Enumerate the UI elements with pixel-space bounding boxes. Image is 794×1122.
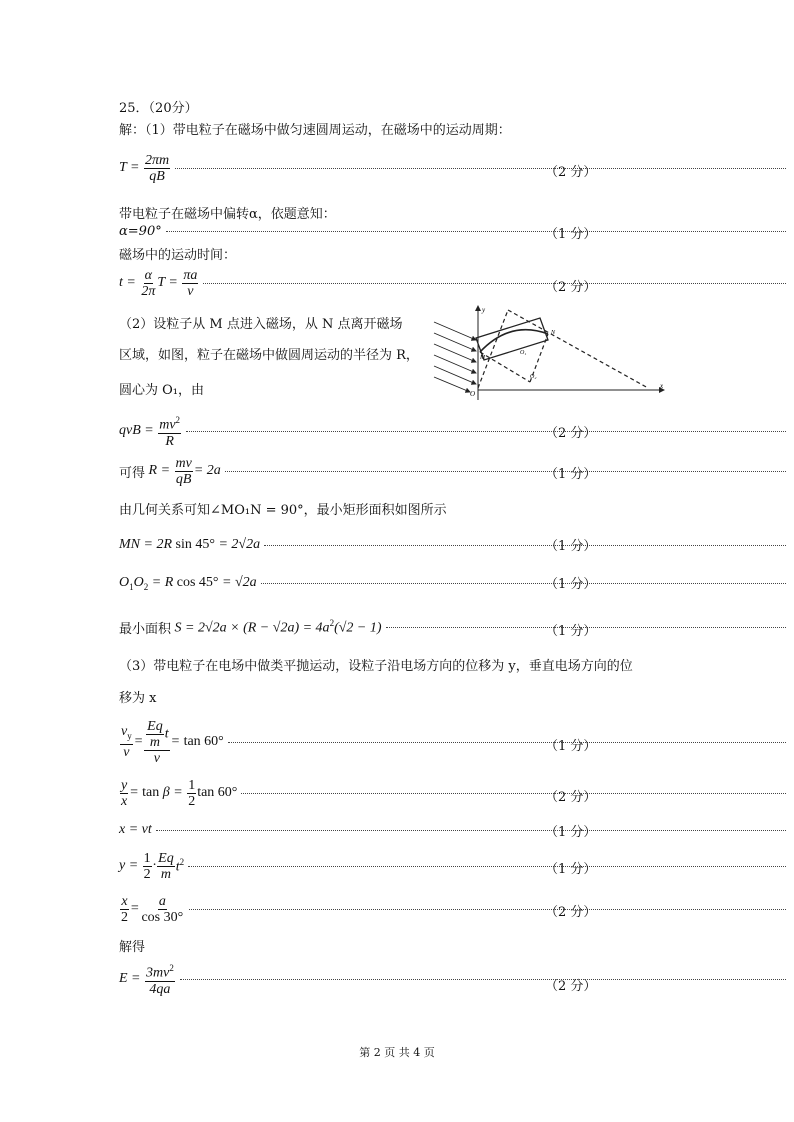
eq6-points: （2 分） (545, 979, 597, 994)
x-axis-label: x (660, 382, 664, 390)
min-rectangle (476, 318, 548, 360)
area-equation: 最小面积 $S = 2√2a \times (R - √2a) = 4a^2(√2 - 1)$ (119, 617, 794, 637)
alpha-points: （1 分） (545, 227, 597, 242)
part2-line1: （2）设粒子从 M 点进入磁场，从 N 点离开磁场 (119, 317, 403, 332)
area-points: （1 分） (545, 624, 597, 639)
field-diagram (430, 300, 670, 405)
dashed-lines (478, 310, 648, 388)
time-equation: t = $\frac{\alpha}{2\pi}$ T = $\frac{\pi a}{v}$ (119, 264, 794, 302)
velocity-ratio-equation: $\frac{v_y}{v}$ = $\frac{Eq}{m}$ t v = tan 60° (119, 716, 794, 768)
eq2-points: （2 分） (545, 790, 597, 805)
field-arrows (434, 322, 476, 392)
part2-line3: 圆心为 O₁，由 (119, 383, 205, 398)
part3-line1: （3）带电粒子在电场中做类平抛运动，设粒子沿电场方向的位移为 y，垂直电场方向的位 (119, 659, 633, 674)
period-equation: T = $\frac{2\pi m}{qB}$ (119, 150, 794, 186)
label-O1: O₁ (520, 350, 527, 356)
mn-points: （1 分） (545, 539, 597, 554)
eq1-points: （1 分） (545, 739, 597, 754)
page-footer: 第 2 页 共 4 页 (359, 1046, 435, 1059)
eq3-points: （1 分） (545, 825, 597, 840)
label-M: M (480, 355, 485, 361)
time-points: （2 分） (545, 280, 597, 295)
displacement-ratio-equation: $\frac{y}{x}$ = tan β = $\frac{1}{2}$ tan 60° (119, 775, 794, 811)
force-equation: qvB = $\frac{mv^2}{R}$ (119, 413, 794, 449)
origin-label: O (470, 390, 476, 398)
label-N: N (551, 330, 556, 336)
part2-line2: 区域，如图，粒子在磁场中做圆周运动的半径为 R， (119, 348, 419, 363)
eq4-points: （1 分） (545, 862, 597, 877)
half-x-equation: $\frac{x}{2}$ = $\frac{a}{\cos 30^\circ}$ (119, 891, 794, 927)
o1o2-equation: $O_1O_2 = R$ cos 45° = √2a (119, 574, 794, 592)
time-text: 磁场中的运动时间： (119, 248, 237, 263)
radius-points: （1 分） (545, 467, 597, 482)
period-points: （2 分） (545, 165, 597, 180)
mn-equation: MN = 2R sin 45° = 2√2a (119, 536, 794, 554)
geometry-text: 由几何关系可知∠MO₁N = 90°，最小矩形面积如图所示 (119, 503, 447, 518)
radius-equation: 可得 R = $\frac{mv}{qB}$ = 2a (119, 453, 794, 489)
jiede-text: 解得 (119, 940, 146, 955)
question-number: 25．（20分） (119, 101, 198, 116)
label-O2: O₂ (530, 374, 537, 380)
force-points: （2 分） (545, 426, 597, 441)
deflect-text: 带电粒子在磁场中偏转α，依题意知： (119, 207, 336, 222)
o1o2-points: （1 分） (545, 577, 597, 592)
y-equation: y = $\frac{1}{2}$ · $\frac{Eq}{m}$ $t^2$ (119, 848, 794, 884)
part1-intro: 解：（1）带电粒子在磁场中做匀速圆周运动，在磁场中的运动周期： (119, 123, 511, 138)
field-result-equation: E = $\frac{3mv^2}{4qa}$ (119, 960, 794, 998)
eq5-points: （2 分） (545, 905, 597, 920)
x-equation: x = vt (119, 821, 794, 839)
y-axis-label: y (482, 306, 486, 314)
alpha-equation: α=90° (119, 222, 794, 240)
part3-line2: 移为 x (119, 691, 157, 706)
